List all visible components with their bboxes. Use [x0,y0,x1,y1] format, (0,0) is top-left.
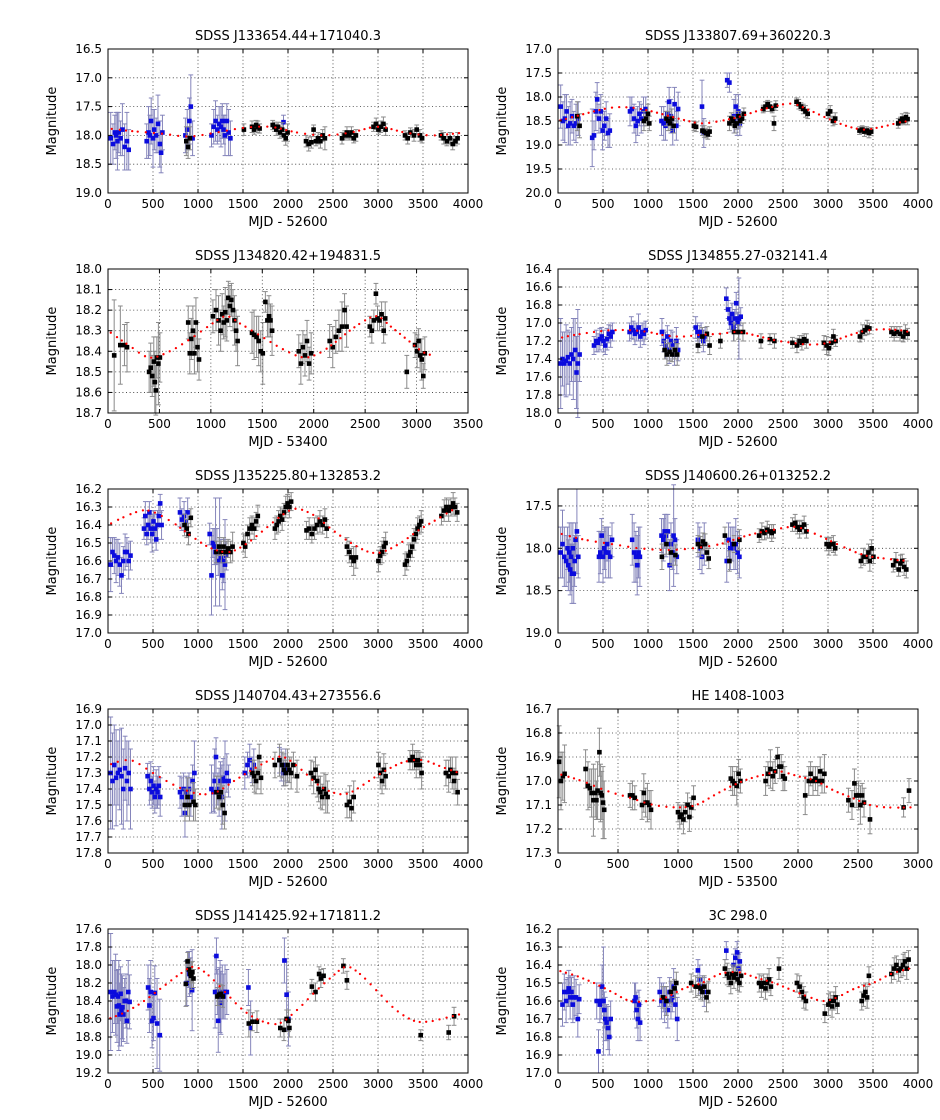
svg-text:16.5: 16.5 [75,536,102,550]
svg-text:18.6: 18.6 [75,1012,102,1026]
epoch1-photometry-markers [558,529,741,576]
light-curve-chart [490,896,940,1116]
svg-text:16.9: 16.9 [75,702,102,716]
svg-text:2500: 2500 [768,637,799,651]
chart-title: SDSS J140600.26+013252.2 [645,469,831,484]
svg-text:17.3: 17.3 [75,766,102,780]
svg-text:3000: 3000 [363,197,394,211]
svg-text:1500: 1500 [247,417,278,431]
svg-text:19.0: 19.0 [525,138,552,152]
chart-title: 3C 298.0 [709,909,768,924]
x-axis-label: MJD - 53400 [248,435,327,450]
svg-text:16.8: 16.8 [525,298,552,312]
svg-text:16.4: 16.4 [525,262,552,276]
light-curve-chart [40,16,490,236]
svg-text:2000: 2000 [723,417,754,431]
svg-text:18.0: 18.0 [75,262,102,276]
svg-text:2500: 2500 [843,857,874,871]
svg-text:17.0: 17.0 [525,42,552,56]
svg-text:18.3: 18.3 [75,324,102,338]
epoch2-photometry-markers [184,959,457,1037]
svg-text:2500: 2500 [318,1077,349,1091]
svg-text:1000: 1000 [183,197,214,211]
x-axis-label: MJD - 52600 [698,215,777,230]
svg-text:4000: 4000 [453,1077,484,1091]
svg-text:0: 0 [104,857,112,871]
svg-text:16.6: 16.6 [75,554,102,568]
svg-text:19.0: 19.0 [525,626,552,640]
chart-title: SDSS J135225.80+132853.2 [195,469,381,484]
svg-text:18.5: 18.5 [75,365,102,379]
svg-text:17.2: 17.2 [525,822,552,836]
light-curve-chart [490,16,940,236]
y-axis-label: Magnitude [495,87,510,156]
svg-text:16.9: 16.9 [525,750,552,764]
svg-text:2500: 2500 [350,417,381,431]
svg-text:500: 500 [148,417,171,431]
epoch1-photometry-error-bars [560,942,742,1073]
grid [558,709,918,853]
subplot-sdss-j141425 [40,896,490,1116]
svg-text:18.5: 18.5 [525,584,552,598]
svg-text:3000: 3000 [813,197,844,211]
epoch1-photometry-markers [558,296,743,374]
y-axis-label: Magnitude [495,747,510,816]
svg-text:17.6: 17.6 [525,370,552,384]
subplot-sdss-j133654 [40,16,490,236]
svg-text:2000: 2000 [723,197,754,211]
subplot-sdss-j135225 [40,456,490,676]
svg-text:18.0: 18.0 [525,541,552,555]
subplot-3c-298 [490,896,940,1116]
svg-text:2500: 2500 [318,637,349,651]
y-axis-label: Magnitude [45,747,60,816]
svg-text:3500: 3500 [408,857,439,871]
subplot-sdss-j134855 [490,236,940,456]
svg-text:16.7: 16.7 [525,702,552,716]
chart-title: HE 1408-1003 [692,689,785,704]
svg-text:3500: 3500 [858,637,889,651]
svg-text:17.8: 17.8 [75,940,102,954]
svg-text:16.6: 16.6 [525,280,552,294]
svg-text:4000: 4000 [453,857,484,871]
svg-text:17.5: 17.5 [75,798,102,812]
svg-text:16.8: 16.8 [525,726,552,740]
y-axis-label: Magnitude [45,307,60,376]
chart-title: SDSS J133807.69+360220.3 [645,29,831,44]
svg-text:3500: 3500 [453,417,484,431]
svg-text:19.0: 19.0 [75,1048,102,1062]
tick-labels [525,499,933,651]
svg-text:18.0: 18.0 [75,128,102,142]
svg-text:0: 0 [554,857,562,871]
axis-ticks [108,269,468,413]
x-axis-label: MJD - 52600 [248,215,327,230]
svg-text:2000: 2000 [273,637,304,651]
epoch2-photometry-markers [575,100,910,137]
svg-text:1500: 1500 [723,857,754,871]
epoch1-photometry-error-bars [558,278,743,418]
svg-text:0: 0 [554,637,562,651]
svg-text:16.8: 16.8 [75,590,102,604]
epoch1-photometry-markers [108,954,290,1038]
svg-text:2000: 2000 [273,197,304,211]
svg-text:1500: 1500 [228,1077,259,1091]
x-axis-label: MJD - 52600 [698,1095,777,1110]
chart-title: SDSS J133654.44+171040.3 [195,29,381,44]
svg-text:3000: 3000 [813,637,844,651]
svg-text:2500: 2500 [768,197,799,211]
subplot-he-1408 [490,676,940,896]
svg-text:1500: 1500 [228,637,259,651]
svg-text:4000: 4000 [903,197,934,211]
svg-text:18.6: 18.6 [75,385,102,399]
x-axis-label: MJD - 52600 [248,655,327,670]
svg-text:3000: 3000 [363,1077,394,1091]
svg-text:19.2: 19.2 [75,1066,102,1080]
subplot-sdss-j133807 [490,16,940,236]
svg-text:17.2: 17.2 [525,334,552,348]
svg-text:0: 0 [554,417,562,431]
svg-text:17.0: 17.0 [75,718,102,732]
svg-text:18.8: 18.8 [75,1030,102,1044]
svg-text:18.5: 18.5 [75,157,102,171]
svg-text:3500: 3500 [408,1077,439,1091]
svg-text:17.7: 17.7 [75,830,102,844]
epoch1-photometry-error-bars [558,485,741,604]
light-curve-chart [490,236,940,456]
svg-text:0: 0 [104,417,112,431]
svg-text:1000: 1000 [633,417,664,431]
epoch1-photometry-markers [108,755,290,816]
svg-text:2500: 2500 [318,857,349,871]
svg-text:20.0: 20.0 [525,186,552,200]
y-axis-label: Magnitude [45,967,60,1036]
svg-text:2500: 2500 [768,417,799,431]
plot-frame [108,269,468,413]
svg-text:16.7: 16.7 [75,572,102,586]
svg-text:4000: 4000 [903,637,934,651]
light-curve-chart [490,676,940,896]
x-axis-label: MJD - 53500 [698,875,777,890]
svg-text:2000: 2000 [298,417,329,431]
svg-text:2000: 2000 [273,857,304,871]
svg-text:18.7: 18.7 [75,406,102,420]
svg-text:17.8: 17.8 [75,846,102,860]
svg-text:3000: 3000 [401,417,432,431]
svg-text:4000: 4000 [453,637,484,651]
svg-text:0: 0 [104,1077,112,1091]
svg-text:2000: 2000 [783,857,814,871]
svg-text:0: 0 [104,637,112,651]
light-curve-chart [40,676,490,896]
svg-text:18.2: 18.2 [75,976,102,990]
svg-text:18.1: 18.1 [75,283,102,297]
svg-text:16.4: 16.4 [75,518,102,532]
y-axis-label: Magnitude [495,967,510,1036]
svg-text:3000: 3000 [903,857,934,871]
svg-text:16.5: 16.5 [75,42,102,56]
svg-text:1500: 1500 [228,197,259,211]
y-axis-label: Magnitude [45,527,60,596]
svg-text:1000: 1000 [196,417,227,431]
svg-text:3000: 3000 [813,417,844,431]
chart-title: SDSS J140704.43+273556.6 [195,689,381,704]
svg-text:500: 500 [142,197,165,211]
svg-text:2500: 2500 [318,197,349,211]
svg-text:0: 0 [104,197,112,211]
chart-title: SDSS J134855.27-032141.4 [648,249,828,264]
svg-text:16.9: 16.9 [75,608,102,622]
y-axis-label: Magnitude [45,87,60,156]
light-curve-chart [40,236,490,456]
svg-text:3000: 3000 [363,637,394,651]
epoch1-photometry-error-bars [108,934,291,1072]
svg-text:500: 500 [142,637,165,651]
svg-text:1500: 1500 [678,417,709,431]
chart-title: SDSS J141425.92+171811.2 [195,909,381,924]
svg-text:19.5: 19.5 [525,162,552,176]
svg-text:1500: 1500 [678,637,709,651]
light-curve-chart [40,896,490,1116]
y-axis-label: Magnitude [495,307,510,376]
svg-text:17.5: 17.5 [525,66,552,80]
svg-text:17.8: 17.8 [525,388,552,402]
svg-text:17.2: 17.2 [75,750,102,764]
svg-text:17.3: 17.3 [525,846,552,860]
light-curve-chart [40,456,490,676]
y-axis-label: Magnitude [495,527,510,596]
svg-text:3500: 3500 [858,197,889,211]
epoch2-photometry-markers [183,755,460,816]
svg-text:18.0: 18.0 [525,90,552,104]
svg-text:4000: 4000 [903,417,934,431]
svg-text:18.0: 18.0 [75,958,102,972]
svg-text:17.0: 17.0 [525,774,552,788]
svg-text:1500: 1500 [228,857,259,871]
svg-text:1000: 1000 [183,1077,214,1091]
x-axis-label: MJD - 52600 [698,435,777,450]
svg-text:19.0: 19.0 [75,186,102,200]
svg-text:17.0: 17.0 [75,626,102,640]
svg-text:17.0: 17.0 [75,71,102,85]
chart-title: SDSS J134820.42+194831.5 [195,249,381,264]
grid [108,269,468,413]
svg-text:1500: 1500 [678,197,709,211]
epoch1-photometry-error-bars [558,73,742,167]
svg-text:1000: 1000 [633,637,664,651]
svg-text:17.6: 17.6 [75,814,102,828]
svg-text:3500: 3500 [408,197,439,211]
svg-text:500: 500 [592,417,615,431]
svg-text:17.5: 17.5 [525,499,552,513]
svg-text:18.4: 18.4 [75,344,102,358]
svg-text:500: 500 [592,637,615,651]
svg-text:17.1: 17.1 [525,798,552,812]
subplot-sdss-j134820 [40,236,490,456]
svg-text:1000: 1000 [183,637,214,651]
svg-text:17.4: 17.4 [525,352,552,366]
svg-text:2000: 2000 [273,1077,304,1091]
svg-text:16.3: 16.3 [75,500,102,514]
svg-text:3000: 3000 [363,857,394,871]
svg-text:1000: 1000 [183,857,214,871]
svg-text:1000: 1000 [633,197,664,211]
svg-text:500: 500 [142,1077,165,1091]
svg-text:18.2: 18.2 [75,303,102,317]
svg-text:1000: 1000 [663,857,694,871]
svg-text:17.1: 17.1 [75,734,102,748]
light-curve-chart [490,456,940,676]
svg-text:500: 500 [142,857,165,871]
x-axis-label: MJD - 52600 [698,655,777,670]
svg-text:18.4: 18.4 [75,994,102,1008]
subplot-sdss-j140704 [40,676,490,896]
epoch2-photometry-markers [660,521,909,572]
svg-text:18.5: 18.5 [525,114,552,128]
svg-text:17.5: 17.5 [75,100,102,114]
svg-text:500: 500 [607,857,630,871]
svg-text:17.6: 17.6 [75,922,102,936]
svg-text:4000: 4000 [453,197,484,211]
svg-text:18.0: 18.0 [525,406,552,420]
subplot-sdss-j140600 [490,456,940,676]
svg-text:3500: 3500 [408,637,439,651]
svg-text:17.4: 17.4 [75,782,102,796]
svg-text:500: 500 [592,197,615,211]
svg-text:2000: 2000 [723,637,754,651]
x-axis-label: MJD - 52600 [248,1095,327,1110]
svg-text:16.2: 16.2 [75,482,102,496]
svg-text:17.0: 17.0 [525,316,552,330]
x-axis-label: MJD - 52600 [248,875,327,890]
svg-text:0: 0 [554,197,562,211]
svg-text:3500: 3500 [858,417,889,431]
